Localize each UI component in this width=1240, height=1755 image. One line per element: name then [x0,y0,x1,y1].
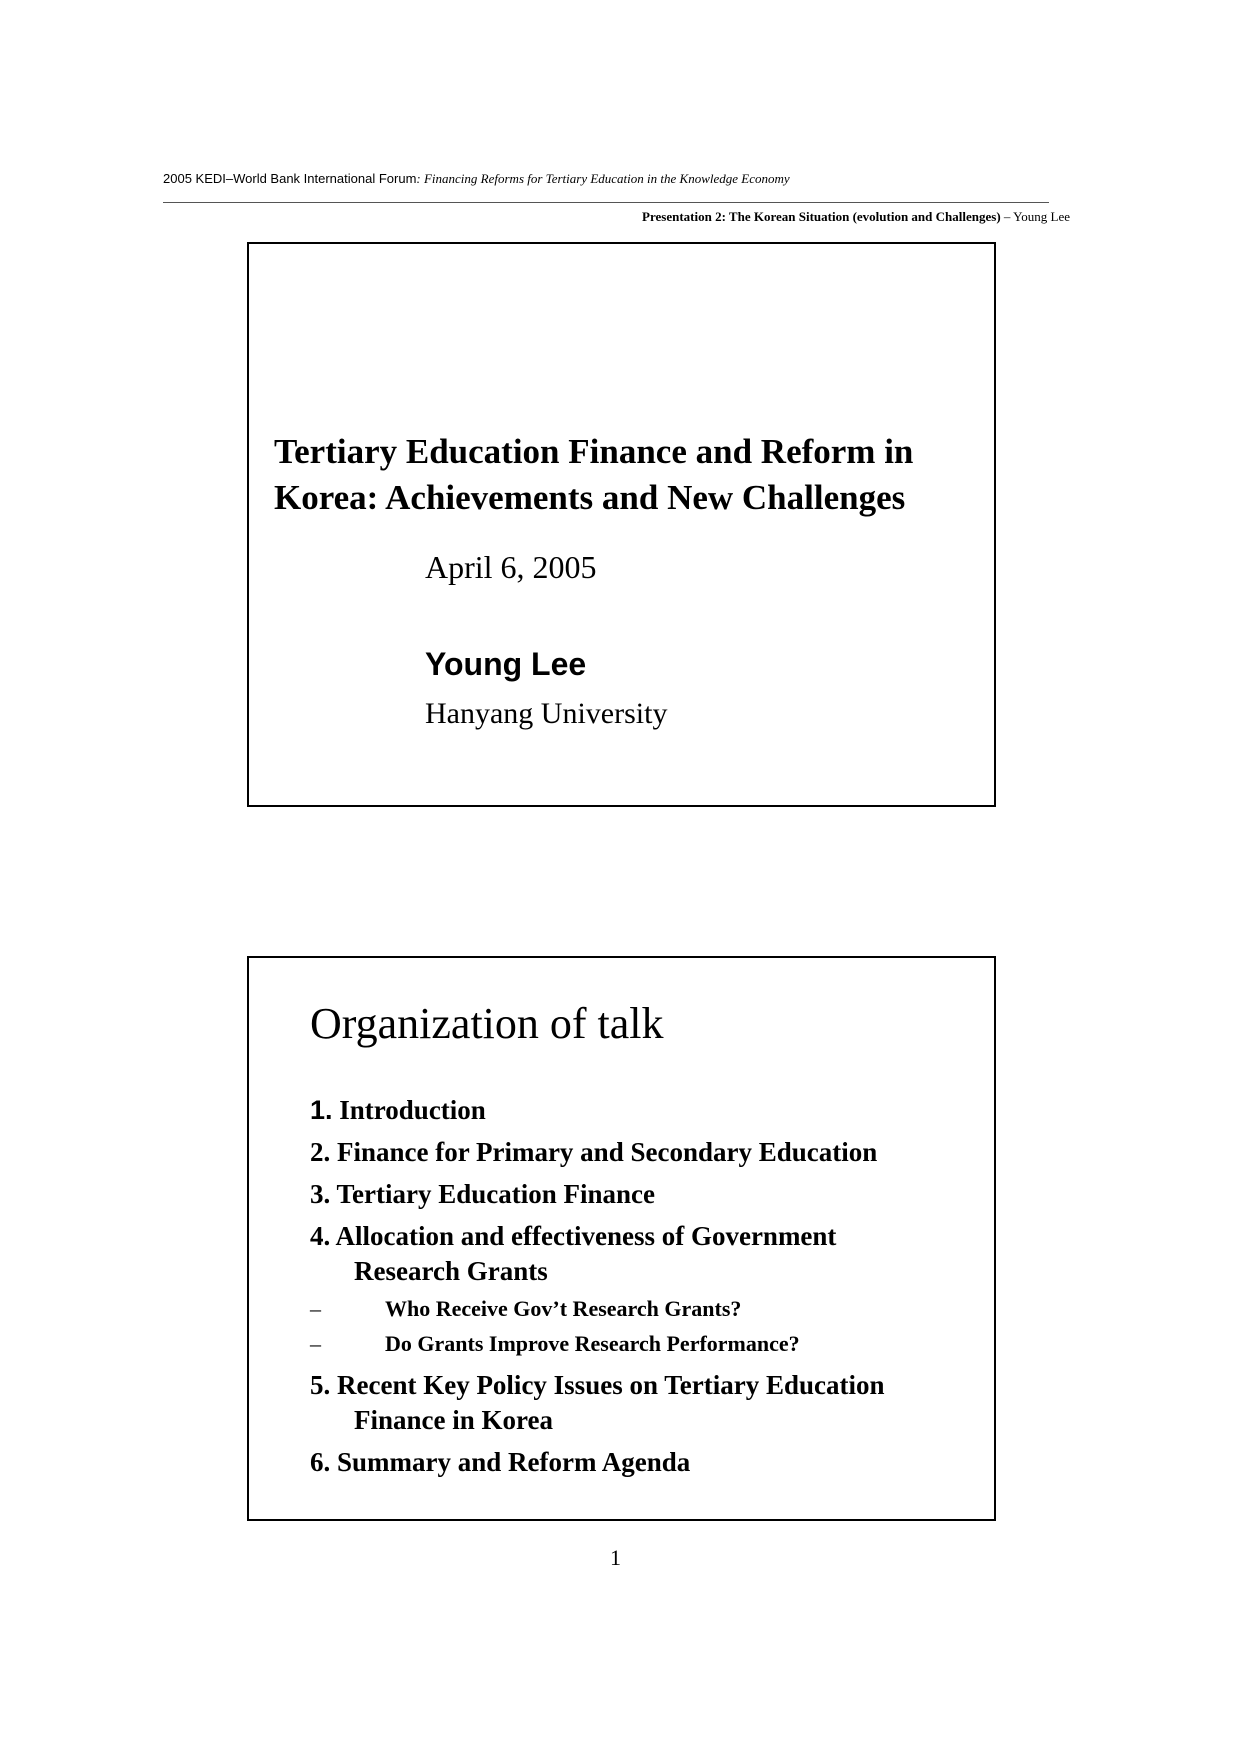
outline-item [310,1177,990,1212]
presentation-title: Presentation 2: The Korean Situation (evolution and Challenges) [642,209,1001,224]
presentation-author: – Young Lee [1000,209,1070,224]
outline-item-number: 3. [310,1179,331,1209]
outline-item-number: 1. [310,1095,333,1125]
title-slide [247,242,996,807]
slide-title: Tertiary Education Finance and Reform in Korea: Achievements and New Challenges [274,432,914,517]
outline-item-continuation: Research Grants [354,1256,548,1286]
outline-item-text: Summary and Reform Agenda [330,1447,691,1477]
outline-item [310,1445,990,1480]
outline-list [310,1093,990,1487]
outline-item-text: Introduction [332,1095,486,1125]
outline-item-number: 4. [310,1221,331,1251]
outline-item-text: Allocation and effectiveness of Government [330,1221,837,1251]
outline-item [310,1219,990,1361]
outline-item-number: 6. [310,1447,331,1477]
dash-bullet: – [310,1331,321,1356]
page-number: 1 [610,1545,621,1570]
outline-subitem-text: Do Grants Improve Research Performance? [385,1331,800,1356]
presentation-header [642,209,1070,225]
forum-subtitle: : Financing Reforms for Tertiary Education in the Knowledge Economy [416,171,790,186]
slide-author: Young Lee [425,646,587,682]
outline-item-text: Tertiary Education Finance [330,1179,656,1209]
slide-date: April 6, 2005 [425,549,597,585]
outline-item [310,1135,990,1170]
dash-bullet: – [310,1296,321,1321]
outline-subitem [310,1291,990,1326]
outline-title: Organization of talk [310,999,664,1048]
outline-item-continuation: Finance in Korea [354,1405,553,1435]
outline-item [310,1093,990,1128]
outline-item [310,1368,990,1438]
outline-item-text: Finance for Primary and Secondary Education [330,1137,878,1167]
slide-affiliation: Hanyang University [425,697,668,730]
outline-subitem [310,1326,990,1361]
outline-subitem-text: Who Receive Gov’t Research Grants? [385,1296,742,1321]
header-divider [163,202,1049,203]
outline-item-text: Recent Key Policy Issues on Tertiary Education [330,1370,885,1400]
outline-slide [247,956,996,1521]
outline-item-number: 2. [310,1137,331,1167]
forum-header [163,171,790,187]
forum-name: 2005 KEDI–World Bank International Forum [163,171,417,186]
outline-item-number: 5. [310,1370,331,1400]
outline-sublist [310,1291,990,1361]
